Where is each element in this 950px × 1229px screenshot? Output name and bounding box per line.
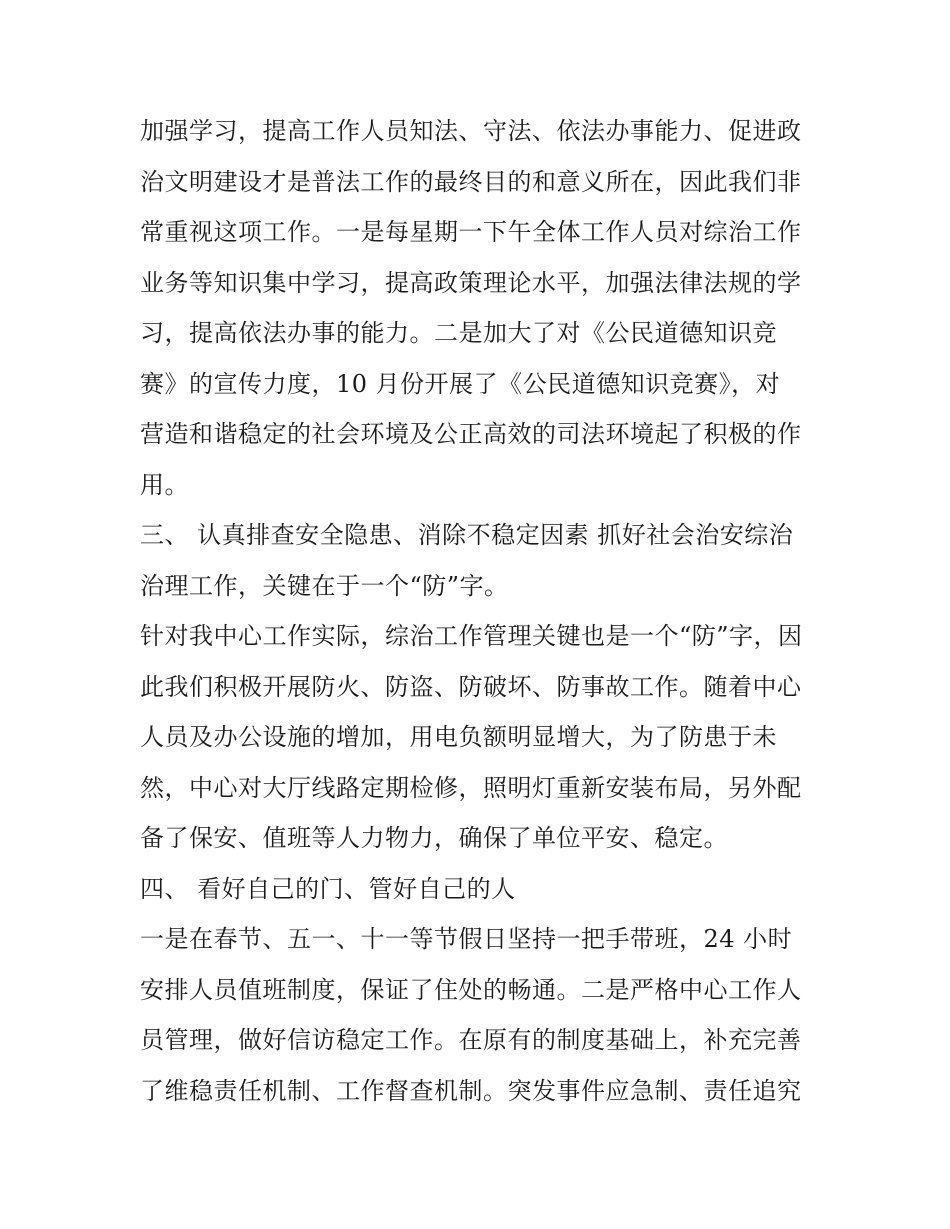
section-heading: 四、 看好自己的门、管好自己的人 <box>140 874 516 903</box>
text-line: 治理工作，关键在于一个“防”字。 <box>140 571 509 600</box>
text-line: 安排人员值班制度，保证了住处的畅通。二是严格中心工作人 <box>140 975 802 1004</box>
text-line: 常重视这项工作。一是每星期一下午全体工作人员对综治工作 <box>140 218 802 246</box>
text-line: 用。 <box>140 470 189 499</box>
text-line: 习，提高依法办事的能力。二是加大了对《公民道德知识竞 <box>140 319 777 347</box>
text-line: 一是在春节、五一、十一等节假日坚持一把手带班，24 小时 <box>140 925 793 953</box>
text-line: 了维稳责任机制、工作督查机制。突发事件应急制、责任追究 <box>140 1076 802 1105</box>
text-line: 加强学习，提高工作人员知法、守法、依法办事能力、促进政 <box>140 117 802 145</box>
text-line: 赛》的宣传力度，10 月份开展了《公民道德知识竞赛》，对 <box>140 369 781 398</box>
text-line: 治文明建设才是普法工作的最终目的和意义所在，因此我们非 <box>140 167 802 196</box>
text-line: 此我们积极开展防火、防盗、防破坏、防事故工作。随着中心 <box>140 672 802 701</box>
text-line: 人员及办公设施的增加，用电负额明显增大，为了防患于未 <box>140 723 777 751</box>
text-line: 营造和谐稳定的社会环境及公正高效的司法环境起了积极的作 <box>140 420 802 448</box>
text-line: 针对我中心工作实际，综治工作管理关键也是一个“防”字，因 <box>140 622 803 650</box>
section-heading: 三、 认真排查安全隐患、消除不稳定因素 抓好社会治安综治 <box>140 521 794 549</box>
text-line: 员管理，做好信访稳定工作。在原有的制度基础上，补充完善 <box>140 1026 802 1054</box>
text-line: 备了保安、值班等人力物力，确保了单位平安、稳定。 <box>140 824 728 852</box>
document-body <box>140 106 820 1116</box>
text-line: 然，中心对大厅线路定期检修，照明灯重新安装布局，另外配 <box>140 773 802 802</box>
text-line: 业务等知识集中学习，提高政策理论水平，加强法律法规的学 <box>140 268 802 297</box>
